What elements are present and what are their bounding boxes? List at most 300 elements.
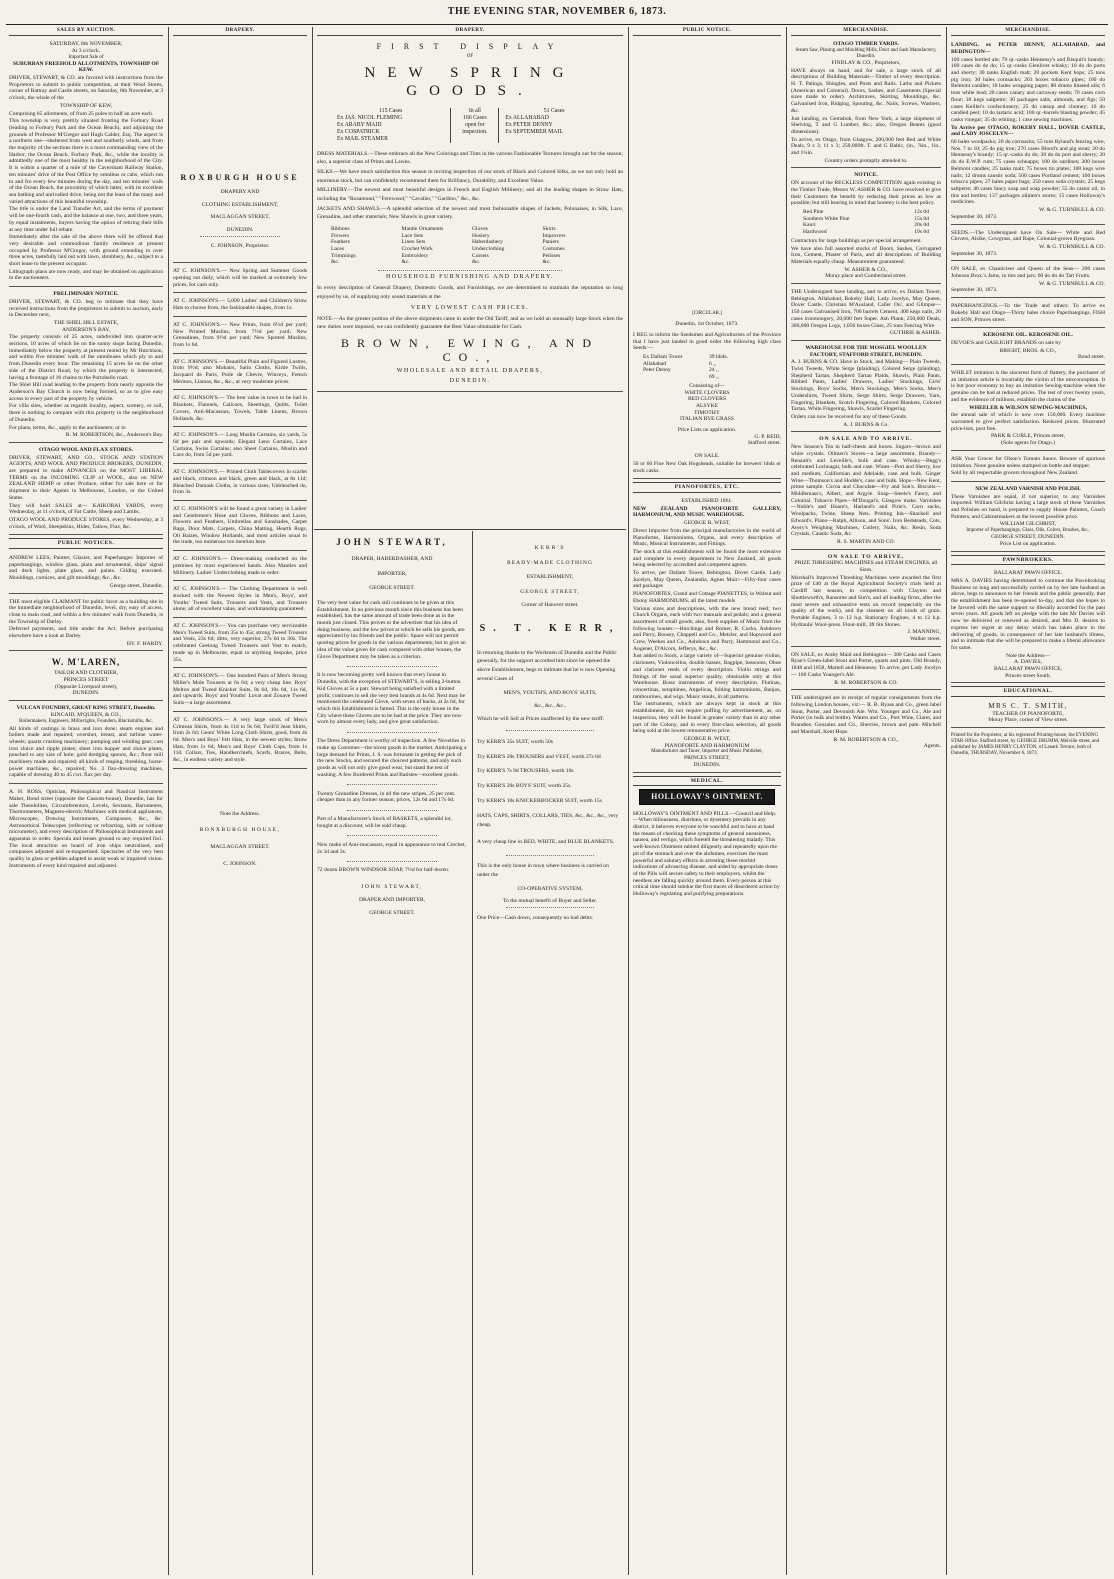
ad-signature: GUTHRIE & ASHER. bbox=[889, 330, 941, 337]
divider bbox=[506, 907, 594, 908]
advert-johnson bbox=[173, 392, 307, 427]
advert-robertson-araby bbox=[791, 649, 941, 691]
ad-signature: S. T. KERR, bbox=[479, 622, 621, 634]
ad-body: For plans, terms, &c., apply to the auctioneers; or to bbox=[9, 424, 126, 431]
shipment-line: Ex SEPTEMBER MAIL bbox=[505, 128, 563, 135]
ad-body: AT C. JOHNSON'S.— New Prints, from 6½d per yard; New Printed Muslins, from 7½d per yard; New Grenadines, from 9½d per yard; New Spotted Muslins, from 1s 6d. bbox=[173, 321, 307, 348]
divider bbox=[347, 666, 437, 667]
ad-body: AT C. JOHNSON'S.— A very large stock of Men's Crimean Shirts, from 4s 11d to 9s 6d; Twill'd Jean Shirts, from 2s 6d; Gents' White Long Cloth Shirts, good, from 4s 6d. Men's and Boys' Felt Hats, in the newest styles; Straw Hats, from 1s 6d; Men's and Boys' Cloth Caps, from 1s 11d. Collars, Ties, Handkerchiefs, Scarfs, Braces, Belts, &c., in endless variety and style. bbox=[173, 716, 307, 764]
ad-body: AT C. JOHNSON'S.— The Clothing Department is well stocked with the Newest Styles in Men's, Boys', and Youths' Tweed Suits, Trousers and Vests, and Trousers alone; all of excellent value, and workmanship guaranteed. bbox=[173, 586, 307, 613]
ad-line: CLOTHING ESTABLISHMENT, bbox=[201, 201, 279, 208]
try-line: Try KERR'S 20s BOYS' SUIT, worth 25s. bbox=[477, 782, 572, 789]
display-heading: FIRST DISPLAY bbox=[376, 42, 564, 52]
column-rule bbox=[168, 27, 169, 1575]
advert-johnson bbox=[173, 670, 307, 712]
price-value: 15s 0d bbox=[914, 215, 929, 222]
column-sales-by-auction bbox=[6, 27, 166, 1575]
shipment-line: inspection. bbox=[462, 128, 488, 135]
section-header: DRAPERY. bbox=[173, 27, 307, 36]
advert-brown-ewing bbox=[317, 147, 623, 393]
ad-line: CO-OPERATIVE SYSTEM, bbox=[517, 885, 583, 892]
shipment-line: 166 Cases bbox=[463, 114, 487, 121]
top-rule bbox=[6, 24, 1108, 25]
divider bbox=[347, 732, 437, 733]
seed-table bbox=[643, 354, 771, 381]
advert-johnson bbox=[173, 503, 307, 551]
ad-line: DUNEDIN. bbox=[226, 226, 254, 233]
price-value: 12s 0d bbox=[914, 209, 929, 215]
try-line: Try KERR'S 10s KNICKERBOCKER SUIT, worth 15s bbox=[477, 797, 602, 804]
seed-kind: ALSYKE bbox=[695, 402, 719, 409]
ad-line: Note the Address— bbox=[1005, 652, 1051, 659]
ad-line: TAILOR AND CLOTHIER, bbox=[54, 670, 118, 677]
ad-body: A. H. ROSS, Optician, Philosophical and Nautical Instrument Maker, Bond street (opposite the Custom-house), Dunedin, has for sale Theodolites, Circumferentors, Levels, Sextants, Barometers, Thermometers, Magneto-electric Machines with medical appliances, Microscopes, Drawing Instruments, Compasses, &c., &c. Astronomical Telescopes (reflecting or refracting, with or without micrometer), and every description of Philosophical Instruments and apparatus to order. Specula and lenses ground to any required foci. The local attraction on board of iron ships neutralised, and compasses adjusted and re-magnetised. Spectacles of the very best quality in glass or pebbles adapted to assist weak or impaired vision. Instruments of every kind repaired and adjusted. bbox=[9, 789, 163, 869]
ad-body: SEEDS.—The Undersigned have On Sale— White and Red Clovers, Alsike, Cowgrass, and Rape, Colonial-grown Ryegrass. bbox=[951, 229, 1105, 243]
ad-line: MEN'S, YOUTH'S, AND BOYS' SUITS, bbox=[503, 690, 597, 697]
ad-body: ON SALE, ex Araby Maid and Bebington— 300 Casks and Cases Ryan's Green-label Stout and Porter, quarts and pints. Old Brandy, 1848 and 1858, Martell and Hennessy. To arrive, per Lady Jocelyn— 100 Casks Younger's Ale. bbox=[791, 651, 941, 678]
seed-qty: 39 hhds. bbox=[709, 354, 728, 361]
ad-body: 72 dozen BROWN WINDSOR SOAP, 7½d for half-dozen. bbox=[317, 867, 450, 874]
ad-signature: BRIGHT, BROS. & CO., bbox=[999, 347, 1057, 354]
ad-name: ROXBURGH HOUSE bbox=[180, 173, 300, 183]
ad-signature: Bond street. bbox=[1077, 354, 1105, 361]
ad-subtitle: TOWNSHIP OF KEW, bbox=[59, 102, 113, 109]
goods-item: Pelisses bbox=[542, 252, 561, 259]
advert-robertson-agents bbox=[791, 692, 941, 753]
display-of: OF bbox=[466, 53, 474, 59]
ad-body: Orders can now be received for any of these Goods. bbox=[791, 413, 908, 420]
ad-body: ANDREW LEES, Painter, Glazier, and Paperhanger. Importer of paperhangings, window glass, plain and ornamental, ships' signal and deck lights, plate glass, and paints. Gilding executed. Mouldings, cornices, and gilt mouldings, &c., &c. bbox=[9, 555, 163, 582]
goods-column bbox=[331, 226, 398, 266]
ad-body: Various sizes and descriptions, with the new bread reed; two Church Organs, each with two manuals and pedals; and a general assortment of small goods; also, fresh supplies of Music from the following houses:—Hutchings and Romer, R. Cocks, Ashdown and Parry, Boosey, Chappell and Co., Metzler, and Hopwood and Crew, Weekes and Co., Ashdown and Parry, Hammond and Co., Augener, D'Alcorn, Jefferys, &c., &c. bbox=[633, 605, 781, 652]
advert-johnson bbox=[173, 620, 307, 668]
ad-signature: Stafford street. bbox=[747, 440, 781, 447]
ad-body: AT C. JOHNSON'S.— The best value in town to be had in Blankets, Flannels, Calicoes, Sheetings, Quilts, Toilet Covers, Anti-Macassars, Towels, Table Linens, Brown Hollands, &c. bbox=[173, 395, 307, 422]
ad-date: Dunedin, 1st October, 1873. bbox=[675, 321, 739, 328]
price-value: 19s 6d bbox=[914, 229, 929, 236]
masthead: THE EVENING STAR, NOVEMBER 6, 1873. bbox=[447, 6, 667, 17]
price-value: 20s 0d bbox=[914, 222, 929, 229]
ad-body: SILKS.—We have much satisfaction this season in inviting inspection of our stock of Black and Colored Silks, as we not only hold an enormous stock, but can confidently recommend them for Brilliancy, Durability, and Excellent Value. bbox=[317, 168, 623, 184]
section-header: MERCHANDISE. bbox=[791, 27, 941, 36]
ad-body: In every description of General Drapery, Domestic Goods, and Furnishings, we are determined to maintain the reputation so long enjoyed by us, of supplying only sound materials at the bbox=[317, 285, 623, 300]
seed-qty: 6 ,, bbox=[709, 360, 716, 367]
column-john-stewart bbox=[314, 531, 470, 1575]
advert-ross bbox=[9, 786, 163, 873]
divider bbox=[347, 835, 437, 836]
ad-proprietor: C. JOHNSON, Proprietor. bbox=[210, 242, 270, 249]
ad-body: New Season's Tea in half-chests and boxes. Sugars—brown and white crystals. Oilmen's Stores—a large assortment. Brandy—Renault's and Leveille's, bulk and case. Whisky—Begg's celebrated Lochnagar, bulk and case. Wines—Port and Sherry, low and medium, Californian and Adelaide, case and bulk. Ginger Wine—Thomson's and Hodde's, case and bulk. Hops—New Kent, prime sample. Cocoa and Chocolate—Fry and Son's. Biscuits—Middlemass's, Albert, and Argyle. Soap—Steele's Fancy, and Colonial. Tobacco Pipes—M'Dougal's, Glasgow make. Varnishes—Noble's and Hoare's, Harland's and Pirie's. Corn sacks, Woolpacks, Twine, Sheep Nets. Printing Ink—Shackell and Edward's. Piano—Ralph, Allison, and Sons'. Iron Bedsteads, Cots, Avery's Weighing Machines, Cutlery, Nails, &c. Resin, Soda Crystals, Caustic Soda, &c. bbox=[791, 444, 941, 538]
ad-title: PRELIMINARY NOTICE. bbox=[53, 291, 119, 298]
ad-body: AT C. JOHNSON'S.— Beautiful Plain and Figured Lustres, from 9½d; also Mohairs, Satin Cloths, Kirtle Twills, Jacquard de Paris, Poile de Chevre, Winceys, French Merinos, Llamas, &c., &c., at very moderate prices. bbox=[173, 358, 307, 385]
divider bbox=[347, 810, 437, 811]
ad-body: Which he will Sell at Prices unaffected by the new tariff. bbox=[477, 716, 605, 723]
ad-line: GEORGE STREET. bbox=[369, 585, 415, 592]
advert-darley bbox=[9, 596, 163, 652]
goods-item: Hosiery bbox=[472, 232, 490, 239]
ad-signature: PARK & CURLE, Princes street, bbox=[990, 433, 1066, 440]
ad-date: September 30, 1873. bbox=[951, 250, 998, 257]
ad-signature: DUNEDIN. bbox=[693, 762, 721, 769]
ad-line: GEORGE STREET, bbox=[520, 589, 580, 596]
section-rule bbox=[314, 529, 626, 530]
goods-item: Corsets bbox=[472, 252, 489, 259]
advert-johnson bbox=[173, 429, 307, 464]
advert-johnson bbox=[173, 319, 307, 354]
ad-signature: A. J. BURNS & Co. bbox=[843, 421, 889, 428]
section-header: SALES BY AUCTION. bbox=[9, 27, 163, 36]
ad-signature: DRAPER AND IMPORTER, bbox=[358, 896, 426, 903]
column-public-notice bbox=[630, 27, 784, 1575]
ad-body: DRIVER, STEWART, & CO. are favored with instructions from the Proprietors to submit to public competition, at their Wool Stores, corner of Rattray and Castle streets, on Saturday, 8th November, at 3 o'clock, the whole of the bbox=[9, 75, 163, 102]
advert-johnson bbox=[173, 295, 307, 316]
ad-note: Note the Address. bbox=[220, 810, 260, 817]
ad-signature: Manufacturer and Tuner, Importer and Music Publisher, bbox=[651, 749, 763, 755]
shipment-line: In all bbox=[468, 107, 481, 114]
ad-body: Comprising 85 allotments, of from 25 poles to half an acre each. bbox=[9, 110, 154, 117]
advert-vulcan-foundry bbox=[9, 703, 163, 784]
divider bbox=[347, 784, 437, 785]
ad-body: All kinds of castings in brass and iron done; steam engines and boilers made and repaired; overshot, breast, and turbine water-wheels; quartz crushing machinery; pumping and winding gear; cast iron sluice and ripple plates; sheet iron hopper and sluice plates, punched to any size of hole; gold dredging spoons, &c.; flour mill machinery made and repaired; all kinds of reaping, threshing, horse-power machines, &c., repaired; No. 3 flax-dressing machines, capable of dressing 40 to 45 cwt. flax per day. bbox=[9, 725, 163, 779]
seed-ship: Allahabad bbox=[643, 360, 666, 367]
shipment-line: Ex MAIL STEAMER bbox=[337, 135, 388, 142]
ad-body: The very best value for cash still continues to be given at this Establishment. In no previous month since this business has been established, has the same amount of trade been done as in the month just closed. This proves to the advertiser that his idea of doing business, and the low prices at which he sells his goods, are appreciated by his friends and the public. Space will not permit quoting prices for goods in the various departments; but to give an idea of the value given for cash compared with other houses, the Glove Department may be taken as a criterion. bbox=[317, 599, 466, 660]
goods-item: Gloves bbox=[472, 225, 488, 232]
ad-line: MACLAGGAN STREET, bbox=[210, 214, 270, 221]
ad-body: PAPERHANGINGS.—To the Trade and others: To arrive ex Rokeby Hall and Otago—Thirty bales choice Paperhangings, FISH and SON, Princes street. bbox=[951, 303, 1105, 323]
ad-signature: GEORGE R. WEST, bbox=[683, 735, 731, 742]
ad-body: New make of Anti-macassars, equal in appearance to real Crochet, 2s 3d and 3s. bbox=[317, 841, 466, 855]
ad-body: Immediately after the sale of the above there will be offered that very desirable and commodious family residence at present occupied by Professor M'Gregor, with ground extending to over three acres, tastefully laid out with lawn, shrubbery, &c., subject to a short lease to the present occupant. bbox=[9, 234, 163, 268]
ad-signature: R. S. MARTIN AND CO. bbox=[837, 538, 895, 545]
ad-body: A. J. BURNS & CO. Have in Stock, and Making— Plain Tweeds, Twist Tweeds, White Serge (plaiding), Colored Serge (plaiding), Shepherd Tartan, Shepherd Tartan Plaids, Shawls, Plain Pants, Ribbed Pants, Ladies' Drawers, Ladies' Stockings, Girls' Stockings, Boys' Socks, Men's Stockings, Men's Socks, Men's Undershirts, Tweed Shirts, Serge Shirts, Serge Drawers, Yarn, Fingering, Blankets, Scotch Fingering, Colored Blankets, Colored Tartan, White Fingering, Shawls, Scarlet Fingering. bbox=[791, 359, 941, 413]
ad-body: We have also full assorted stocks of Doors, Sashes, Corrugated Iron, Cement, Plaster of Paris, and all descriptions of Building Materials equally cheap. Measurement guaranteed. bbox=[791, 245, 941, 265]
seed-kind: TIMOTHY bbox=[694, 409, 720, 416]
advert-kew bbox=[9, 39, 163, 287]
ad-body: The instruments, which are always kept in stock at this establishment, do not require puffing by advertisement, as, on inspection, they will be found in greater variety than in any other part of the Colony, and in every first-class selection, all goods being sold at the lowest remunerative price. bbox=[633, 701, 781, 735]
ad-body: 50 or 60 Fine New Oak Hogsheads, suitable for brewers' hhds or stock casks. bbox=[633, 460, 781, 474]
divider bbox=[506, 855, 594, 856]
ad-signature: HY. F. HARDY. bbox=[126, 640, 163, 647]
ad-signature: JOHN STEWART, bbox=[361, 884, 423, 891]
ad-body: WHILST imitation is the sincerest form of flattery, the purchaser of an imitation article is invariably the victim of the misconception. It is but poor economy to buy an imitation Sewing-machine when the genuine can be had at reduced prices. The test of over twenty years, and the evidence of millions, establish the claims of the bbox=[951, 370, 1105, 403]
column-merchandise-2 bbox=[948, 27, 1108, 1575]
ad-title: WAREHOUSE FOR THE MOSGIEL WOOLLEN FACTORY, STAFFORD STREET, DUNEDIN. bbox=[805, 344, 927, 358]
ad-line: (Opposite Liverpool street), bbox=[54, 683, 118, 690]
divider bbox=[378, 270, 562, 271]
advert-johnson bbox=[173, 265, 307, 293]
goods-item: Crochet Work bbox=[401, 245, 433, 252]
ad-body: Part of a Manufacturer's Stock of BASKETS, a splendid lot, bought at a discount, will be sold cheap. bbox=[317, 816, 452, 829]
ad-line: Consisting of— bbox=[689, 382, 725, 389]
section-header: PUBLIC NOTICES. bbox=[9, 538, 163, 549]
seed-kind: RED CLOVERS bbox=[687, 396, 727, 403]
section-header: PIANOFORTES, ETC. bbox=[633, 482, 781, 493]
try-line: Try KERR'S 7s 9d TROUSERS, worth 10s bbox=[477, 768, 574, 775]
seed-kind: WHITE CLOVERS bbox=[684, 389, 730, 396]
goods-item: Lace Sets bbox=[401, 232, 424, 239]
ad-body: DRESS MATERIALS.—These embrace all the New Colorings and Tints in the various Fashionable Textures brought out for the season; also, a superior class of Prints and Lawns. bbox=[317, 150, 623, 166]
column-rule bbox=[472, 531, 473, 1575]
advert-seeds-reid bbox=[633, 309, 781, 479]
advert-paperhangings bbox=[951, 300, 1105, 328]
ad-title: ON SALE TO ARRIVE, bbox=[827, 553, 905, 560]
display-title: NEW SPRING GOODS. bbox=[364, 64, 576, 99]
ad-body: The Shiel Hill road leading to the property from nearly opposite the Anderson's Bay Church is now being formed, so as to give easy access to every part of the property by vehicle. bbox=[9, 382, 163, 402]
ad-body: Deferred payments, and title under the Act. Before purchasing elsewhere have a look at Darley. bbox=[9, 626, 163, 640]
divider bbox=[506, 730, 594, 731]
goods-column bbox=[472, 226, 539, 266]
ad-body: Contractors for large buildings as per special arrangement. bbox=[791, 237, 922, 244]
ad-signature: PIANOFORTE AND HARMONIUM bbox=[664, 742, 750, 749]
ad-line: PRINCES STREET bbox=[63, 676, 109, 683]
ad-body: AT C. JOHNSON'S.— New Spring and Summer Goods opening out daily, which will be marked at extremely low prices, for cash only. bbox=[173, 268, 307, 288]
advert-varnish bbox=[951, 484, 1105, 552]
shipments-total bbox=[450, 108, 499, 143]
shipment-line: Ex ARABY MAID bbox=[337, 121, 382, 128]
ad-body: MRS A. DAVIES having determined to continue the Pawnbroking Business so long and successfully carried on by her late husband as above, begs to announce to her friends and the public generally, that the establishment has been re-opened to-day, and that she hopes to be favored with the same support so liberally accorded for the past seven years. All goods left on pledge with the late Mr Davies will now be delivered or renewed as desired, and Mrs D. desires to express her regret at any delay which has taken place in the delivering of goods, in consequence of her late husband's illness, and to intimate that she will be prepared to make a liberal allowance for same. bbox=[951, 577, 1105, 651]
shipment-line: 51 Cases bbox=[543, 107, 565, 114]
advert-johnson bbox=[173, 583, 307, 618]
ad-title: ON SALE AND TO ARRIVE. bbox=[819, 436, 913, 443]
goods-item: &c. bbox=[472, 259, 481, 266]
shipments-left bbox=[337, 108, 444, 143]
ad-body: Direct Importer from the principal manufactories in the world of Pianofortes, Harmoniums, Organs, and every description of Music, Musical Instruments, and Fittings. bbox=[633, 527, 781, 548]
advert-mlaren bbox=[9, 653, 163, 701]
ad-body: NOTE.—As the greater portion of the above shipments came in under the Old Tariff, and as we hold an unusually large Stock when the new duties were imposed, we can confidently guarantee the Best Value obtainable for Cash. bbox=[317, 315, 623, 331]
ad-signature: R. M. ROBERTSON, &c., Anderson's Bay. bbox=[65, 432, 163, 439]
section-header: DRAPERY. bbox=[317, 27, 623, 36]
seed-ship: Peter Denny bbox=[643, 367, 671, 374]
ad-body: MILLINERY.—The newest and most beautiful designs in French and English Millinery; and all the leading shapes in Straw Hats, including the "Rosamond," "Fernwood," "Cavalier," "Gardino," &c., &c. bbox=[317, 187, 623, 202]
ad-line: IMPORTER, bbox=[377, 570, 407, 577]
section-header: PUBLIC NOTICE. bbox=[633, 27, 781, 36]
seed-qty: 24 ,, bbox=[709, 367, 719, 374]
ad-body: ON SALE, ex Chanticleer and Queen of the Seas— 200 cases Johnson Brox.'s Jams, in tins and jars; 60 do do do Tart Fruits. bbox=[951, 266, 1105, 280]
column-rule bbox=[946, 27, 947, 1575]
ad-line: ESTABLISHMENT, bbox=[526, 574, 574, 581]
ad-body: They will hold SALES at— KAIKORAI YARDS, every Wednesday, at 11 o'clock, of Fat Cattle, Sheep and Lambs. bbox=[9, 502, 163, 516]
ad-title: KEROSENE OIL. KEROSENE OIL. bbox=[983, 332, 1073, 339]
ad-signature: J. MANNING, bbox=[907, 629, 941, 636]
goods-column bbox=[402, 226, 469, 266]
ad-title: NEW ZEALAND VARNISH AND POLISH. bbox=[975, 485, 1081, 492]
goods-item: Underclothing bbox=[472, 245, 505, 252]
ad-body: It is now becoming pretty well known that every house in Dunedin, with the exception of STEWART'S, is selling 2-button Kid Gloves at 5s a pair. Stewart being satisfied with a limited profit, continues to sell the very best brands at 4s 6d. Next may be mentioned the celebrated Glove, with seven of backs, at 2s 6d, for which this Establishment is famed. This is the only house in the City where these Gloves are to be had at the price. They are now worn by almost every lady, and give great satisfaction. bbox=[317, 672, 466, 726]
ad-body: ASK Your Grocer for Olson's Tomato Sauce. Beware of spurious imitation. None genuine unless stamped on bottle and stopper. bbox=[951, 455, 1105, 469]
column-kerrs bbox=[474, 531, 626, 1575]
ad-name: GEORGE R. WEST, bbox=[683, 520, 731, 527]
advert-wool-stores bbox=[9, 445, 163, 535]
shipments-right bbox=[505, 108, 603, 143]
ad-body: Just landing, ex Gemsbok, from New York, a large shipment of Shelving, T and G Lumber, &c.; also, Oregon Beams (good dimensions). bbox=[791, 115, 941, 135]
ad-title: NEW ZEALAND PIANOFORTE GALLERY, HARMONIUM, AND MUSIC WAREHOUSE. bbox=[633, 505, 781, 519]
section-header: MEDICAL. bbox=[633, 776, 781, 787]
ad-body: DEVOE'S and GASLIGHT BRANDS on sale by bbox=[951, 339, 1061, 346]
ad-signature: PRINCES STREET, bbox=[684, 755, 730, 762]
advert-timber-yards bbox=[791, 39, 941, 168]
ad-body: THE most eligible CLAIMANT for public favor as a building site in the immediate neighborhood of Dunedin, level, dry, easy of access, close to main road, and within a few minutes' walk from Dunedin, is the Township of Darley. bbox=[9, 598, 163, 625]
ad-body: AT C. JOHNSON'S.— One hundred Pairs of Men's Strong Miller's Mole Trousers at 6s 6d; a very cheap line. Boys' Melton and Tweed Knicker Suits, 8s 6d, 10s 6d, 11s 6d, and upwards. Boys' and Youths' Lovat and Zouave Tweed Suits—a large assortment. bbox=[173, 673, 307, 707]
goods-item: Linen Sets bbox=[401, 239, 426, 246]
price-item: Southern White Pine bbox=[803, 215, 850, 222]
advert-ballarat-pawn bbox=[951, 568, 1105, 683]
seed-ship bbox=[643, 374, 705, 381]
goods-column bbox=[543, 226, 610, 266]
column-drapery-johnson bbox=[170, 27, 310, 1575]
ad-body: A very cheap line in RED, WHITE, and BLUE BLANKETS. bbox=[477, 839, 615, 846]
price-item: Kauri bbox=[803, 222, 816, 229]
shipment-line: 115 Cases bbox=[378, 107, 403, 114]
ad-body: One Price—Cash down, consequently no bad debts. bbox=[477, 914, 594, 921]
ad-body: These Varnishes are equal, if not superior, to any Varnishes imported. William Gilchrist having a large stock of these Varnishes and Polishes on hand, is prepared to supply House Painters, Coach Painters, and Cabinetmakers at the lowest possible price. bbox=[951, 493, 1105, 520]
ad-intro: Important Sale of bbox=[68, 54, 104, 60]
ad-body: HATS, CAPS, SHIRTS, COLLARS, TIES, &c., &c., &c., very cheap. bbox=[477, 813, 619, 829]
ad-body: AT C. JOHNSON'S will be found a great variety in Ladies' and Gentlemen's Hose and Gloves, Ribbons and Laces, Flowers and Feathers, Umbrellas and Sunshades, Carpet Bags, Door Mats, Carpets, China Matting, Hearth Rugs, Oil Baizes, Window Hollands, and most articles usual to the trade, too numerous too mention here. bbox=[173, 505, 307, 546]
ad-time: At 3 o'clock. bbox=[71, 47, 101, 54]
ad-body: THE undersigned are in receipt of regular consignments from the following London houses, viz:— R. B. Byass and Co., green label Stout, Porter, and Devonish Ale. Wm. Younger and Co., Ale and Porter (in bulk and bottle). Waters and Co., Port Wine, Claret, and Brandies. Gonzalez and Co., Sherries, brown and pale. Mitchell and Marshall, Kent Hops. bbox=[791, 695, 941, 735]
ad-body: DRIVER, STEWART, & CO. beg to intimate that they have received instructions from the proprietors to submit to auction, early in December next, bbox=[9, 298, 163, 319]
ad-line: DUNEDIN. bbox=[72, 690, 100, 697]
seed-qty: 69 ,, bbox=[709, 374, 719, 381]
ad-body: AT C. JOHNSON'S.— Printed Cloth Tablecovers in scarlet and black, crimson and black, green and black, at 8s 11d; Bleached Damask Cloths, in various sizes; Unbleached do, from 3s. bbox=[173, 469, 307, 496]
try-line: Try KERR'S 20s TROUSERS and VEST, worth 27s 6d bbox=[477, 753, 601, 760]
ad-body: OTAGO WOOL AND PRODUCE STORES, every Wednesday, at 3 o'clock, of Wool, Sheepskins, Hides, Tallow, Flax, &c. bbox=[9, 516, 163, 530]
ad-trade: Boilermakers, Engineers, Millwrights, Founders, Blacksmiths, &c. bbox=[19, 718, 153, 724]
ad-body: Marshall's Improved Threshing Machines were awarded the first prize of £40 at the Royal Agricultural Society's trials held at Cardiff last season, in competition with Clayton and Shuttleworth's, Ransome and Sim's, and all leading firms, after the most severe and exhaustive tests on record (especially on the quality of the work), and the cleanest on all kinds of grain. Portable Engines, 3 to 12 h.p. Stationary Engines, 4 to 12 h.p. Hydraulic Wool-press. Flour-mill, 3ft 6in Stones. bbox=[791, 574, 941, 628]
column-rule bbox=[312, 27, 313, 1575]
ad-signature: W. & G. TURNBULL & CO. bbox=[1039, 207, 1105, 214]
section-header: MERCHANDISE. bbox=[951, 27, 1105, 36]
ad-line: DRAPER, HABERDASHER, AND bbox=[351, 555, 433, 562]
advert-asher-notice bbox=[791, 170, 941, 284]
goods-item: &c. bbox=[401, 259, 410, 266]
ad-title: ON SALE. bbox=[694, 453, 720, 460]
seed-ship: Ex Dallam Tower bbox=[643, 354, 683, 361]
advert-lees bbox=[9, 552, 163, 594]
ad-title: NOTICE. bbox=[854, 172, 878, 179]
ad-body: The Dress Department is worthy of inspection. A few Novelties in make up Costumes—the nicest goods in the market. Anticipating a large demand for Prints, J. S. was fortunate in getting the pick of the new Stocks, and secured the choicest patterns, and only such goods as will not only give good wear, but stand the test of washing. A few Bordered Prints and Batistes—excellent goods. bbox=[317, 738, 467, 778]
advert-west-pianos bbox=[633, 496, 781, 773]
ad-title: BALLARAT PAWN OFFICE. bbox=[993, 570, 1063, 577]
ad-signature: W. ASHER & CO., bbox=[844, 266, 888, 273]
ad-signature: W. & G. TURNBULL & CO. bbox=[1039, 280, 1105, 287]
shipment-line: Ex COSPATRICK bbox=[337, 128, 380, 135]
ad-title: To Arrive per OTAGO, ROKEBY HALL, DOVER CASTLE, and LADY JOSCELYN— bbox=[951, 124, 1105, 138]
ad-firm: KINCAID, M'QUEEN, & CO., bbox=[50, 711, 122, 718]
goods-item: Ribbons bbox=[331, 225, 350, 232]
ad-body: The property consists of 25 acres, subdivided into quarter-acre sections, 10 acres of which lie on the sunny slope facing Dunedin, immediately below the property at present rented by Mr Hutchison, and within five minutes' walk of the omnibuses which ply to and from Dunedin every hour. The remaining 15 acres lie on the other side of the District Road, by which the property is intersected, having a frontage of 10 chains to the Portobello road. bbox=[9, 334, 163, 381]
goods-item: Embroidery bbox=[401, 252, 429, 259]
ad-subtitle: Steam Saw, Planing and Moulding Mills, Door and Sash Manufactory, Dunedin. bbox=[795, 47, 937, 59]
goods-item: Flowers bbox=[331, 232, 350, 239]
goods-item: Skirts bbox=[542, 225, 556, 232]
ad-body: the annual sale of which is now over 150,000. Every machine warranted to give perfect satisfaction. Reduced prices. Illustrated price-lists, post free. bbox=[951, 412, 1105, 432]
ad-line: &c., &c., &c., bbox=[534, 702, 566, 709]
shipment-line: Ex PETER DENNY bbox=[505, 121, 553, 128]
try-line: Try KERR'S 35s SUIT, worth 50s bbox=[477, 738, 553, 745]
ad-name: MRS C. T. SMITH, bbox=[988, 702, 1068, 711]
ad-title: OTAGO WOOL AND FLAX STORES. bbox=[38, 446, 134, 453]
shipment-line: open for bbox=[465, 121, 485, 128]
ad-line: Country orders promptly attended to. bbox=[824, 157, 908, 164]
ad-address: C. JOHNSON. bbox=[223, 860, 257, 867]
advert-guthrie-asher bbox=[791, 286, 941, 341]
shipment-box bbox=[337, 108, 603, 143]
ad-line: DUNEDIN. bbox=[449, 378, 491, 385]
ad-body: AT C. JOHNSON'S.— You can purchase very serviceable Men's Tweed Suits, from 35s to 45s; strong Tweed Trousers and Vests, 23s 6d; ditto, very superior, 27s 6d to 30s. The celebrated Geelong Tweed Trousers and Vest to match, made up in Melbourne, equal to anything bespoke, price 35s. bbox=[173, 623, 307, 663]
ad-title: LANDING, ex PETER DENNY, ALLAHABAD, and BEBINGTON— bbox=[951, 42, 1105, 55]
ad-date: September 30, 1873. bbox=[951, 213, 998, 220]
ad-title: WHEELER & WILSON SEWING-MACHINES, bbox=[969, 404, 1087, 411]
ad-signature: WILLIAM GILCHRIST, bbox=[999, 521, 1057, 528]
ad-body: ON account of the RECKLESS COMPETITION again existing in the Timber Trade, Messrs W. ASHER & CO. have resolved to give their Customers the benefit by reducing their prices as low as possible; but still bearing in mind that honesty is the best policy. bbox=[791, 180, 941, 207]
ad-date: September 30, 1873. bbox=[951, 287, 998, 294]
ad-signature: A. DAVIES, bbox=[1013, 659, 1043, 666]
ad-body: 60 bales woolpacks; 20 do cornsacks; 55 tons Ryland's fencing wire, Nos. 7 to 10; 25 do pig iron; 270 cases Blood's and pig stout; 20 do Hennessy's brandy; 15 qr.-casks do do; 30 do do port and sherry; 20 do do E.W.P. rum; 75 cases schnapps; 100 do sardines; 200 boxes Belmont candles; 25 tanks malt; 75 boxes tin plates; 100 kegs wire nails; 12 drums caustic soda; 500 cases Portland cement; 100 boxes tobacco pipes; 27 bales paper bags; 250 cases soda crystals; 25 kegs saltpetre; 40 cases fancy soap and soap powder; 55 do castor oil, in tins and bottles; 137 packages oilmen's stores; 15 cases Holloway's medicines. bbox=[951, 139, 1105, 206]
goods-item: Mantle Ornaments bbox=[401, 225, 444, 232]
advert-sewing-machines bbox=[951, 367, 1105, 451]
column-rule bbox=[786, 27, 787, 1575]
ad-signature: Agents. bbox=[923, 743, 941, 750]
ad-body: AT C. JOHNSON'S.— Dress-making conducted on the premises by most experienced hands. Also Mantles and Millinery. Ladies' Underclothing made to order. bbox=[173, 556, 307, 576]
ad-signature: (Sole agents for Otago.) bbox=[1001, 440, 1055, 447]
ad-place: ANDERSON'S BAY, bbox=[62, 326, 110, 333]
goods-item: Improvers bbox=[542, 232, 566, 239]
price-item: Red Pine bbox=[803, 209, 824, 215]
ad-body: To arrive, ex Otago, from Glasgow, 200,000 feet Red and White Deals, 9 x 3; 11 x 3; 250,000ft. T. and G Baltic, (in., ⅞in., 1in., and 1¼in. bbox=[791, 136, 941, 157]
ad-body: HAVE always on hand, and for sale, a large stock of all descriptions of Building Materials—Timber of every description. H. T. Palings, Shingles, and Posts and Rails. Laths and Pickets (American and Colonial). Doors, Sashes, and Casements (Special sizes made to order). Architraves, Skirting, Mouldings, &c. Galvanised Iron, Ridging, Spouting, &c. Nails, Screws, Washers, &c. bbox=[791, 67, 941, 114]
ad-body: DRIVER, STEWART, AND CO., STOCK AND STATION AGENTS, AND WOOL AND PRODUCE BROKERS, DUNEDIN, are prepared to make ADVANCES on the MOST LIBERAL TERMS on the INCOMING CLIP of WOOL, also on NEW ZEALAND HEMP or other Produce, either for sale here or for shipment to their Agents in Melbourne, London, or the United States. bbox=[9, 454, 163, 501]
ad-label: [CIRCULAR.] bbox=[692, 311, 722, 317]
advert-turnbull-seeds bbox=[951, 227, 1105, 262]
ad-name: KERR'S bbox=[534, 545, 566, 551]
divider bbox=[347, 861, 437, 862]
ad-signature: Importer of Paperhangings, Glass, Oils, Colors, Brushes, &c., bbox=[966, 528, 1090, 534]
ad-subheading: VERY LOWEST CASH PRICES. bbox=[410, 304, 530, 311]
ad-title: OTAGO TIMBER YARDS. bbox=[833, 41, 899, 48]
section-header: PAWNBROKERS. bbox=[951, 555, 1105, 566]
ad-title: SUBURBAN FREEHOLD ALLOTMENTS, TOWNSHIP OF KEW. bbox=[12, 60, 160, 74]
advert-johnson bbox=[173, 714, 307, 769]
ad-line: Corner of Hanover street. bbox=[521, 601, 579, 608]
ad-line: To the mutual benefit of Buyer and Seller. bbox=[502, 898, 598, 905]
ad-body: Sold by all respectable grocers throughout New Zealand. bbox=[951, 470, 1079, 477]
ad-signature: R. M. ROBERTSON & CO. bbox=[834, 679, 898, 686]
advert-turnbull-landing bbox=[951, 39, 1105, 224]
advert-preliminary bbox=[9, 289, 163, 443]
ad-signature: R. M. ROBERTSON & CO., bbox=[833, 736, 899, 743]
advert-kerosene bbox=[951, 330, 1105, 365]
advert-johnson bbox=[173, 553, 307, 581]
goods-list bbox=[331, 226, 609, 266]
advert-johnson bbox=[173, 356, 307, 391]
ad-name: W. M'LAREN, bbox=[51, 657, 121, 668]
ad-body: This township is very prettily situated fronting the Forbury Road (leading to Forbury Park and the Ocean Beach), and adjoining the grounds of Professor M'Gregor and Hugh Calder, Esq. The aspect is a northern one—sheltered from west and southerly winds, and from the majority of the sections there is a most commanding view of the Harbor, the Ocean Beach, Forbury Park, &c., while the locality is admittedly one of the most healthy in the neighborhood of the City. It is within a quarter of a mile of the Caversham Railway Station, ten minutes' drive of the Post Office by omnibus or cabs, which run to and fro every few minutes during the day, and ten minutes' walk of the Ocean Beach, the proximity of which latter, with its excellent sea bathing and unrivalled drive, being not the least of the many and varied attractions of this beautiful township. bbox=[9, 118, 163, 205]
ad-subheading: HOUSEHOLD FURNISHING AND DRAPERY. bbox=[385, 274, 555, 281]
ad-signature: BALLARAT PAWN OFFICE, bbox=[993, 666, 1063, 673]
ad-subtitle: PRIZE THRESHING MACHINES and STEAM ENGINES, all Sizes. bbox=[794, 560, 938, 574]
ad-body: This is the only house in town where business is carried on under the bbox=[477, 862, 609, 878]
ad-signature: G. P. REID, bbox=[754, 433, 781, 440]
ad-line: DRAPERY AND bbox=[220, 188, 260, 195]
column-merchandise-1 bbox=[788, 27, 944, 1575]
ad-body: AT C. JOHNSON'S.— 5,000 Ladies' and Children's Straw Hats to choose from, the fashionable shapes, from 1s. bbox=[173, 298, 307, 312]
ad-body: Lithograph plans are now ready, and may be obtained on application to the auctioneers. bbox=[9, 268, 163, 282]
divider bbox=[200, 236, 280, 237]
ad-name: JOHN STEWART, bbox=[336, 537, 448, 547]
goods-item: Costumes bbox=[542, 245, 565, 252]
